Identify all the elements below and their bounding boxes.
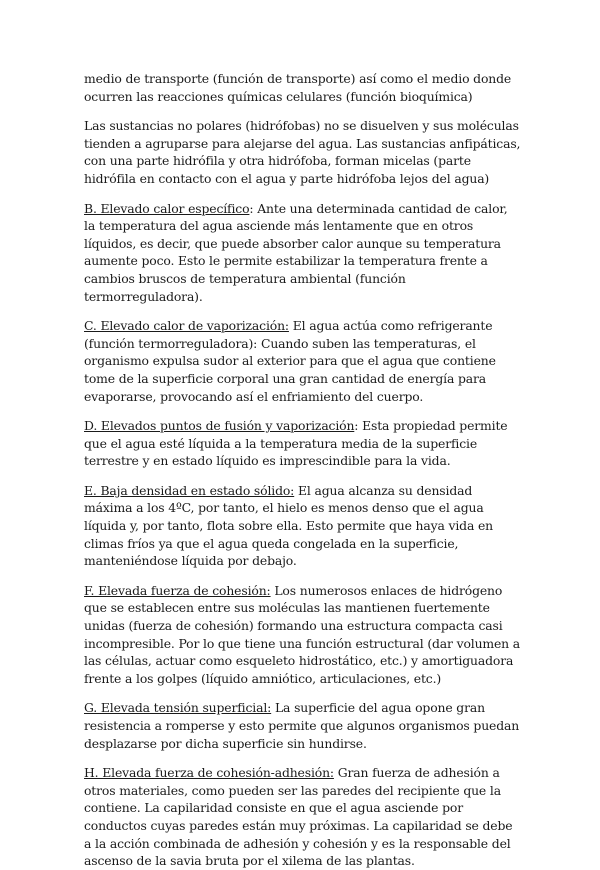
- paragraph-intro-continuation: [84, 70, 522, 105]
- paragraph-low-density-solid: [84, 482, 522, 570]
- section-heading: D. Elevados puntos de fusión y vaporización: [84, 418, 355, 434]
- paragraph-text: El agua actúa como refrigerante (función termorreguladora): Cuando suben las temperaturas, el organismo expulsa sudor al exterior para que el agua que contiene tome de la superficie corporal una gran cantidad de energía para evaporarse, provocando así el enfriamiento del cuerpo.: [84, 318, 496, 404]
- paragraph-melting-boiling-points: [84, 417, 522, 470]
- paragraph-specific-heat: [84, 200, 522, 306]
- paragraph-vaporization-heat: [84, 317, 522, 405]
- paragraph-text: Gran fuerza de adhesión a otros materiales, como pueden ser las paredes del recipiente que la contiene. La capilaridad consiste en que el agua asciende por conductos cuyas paredes están muy próximas. La capilaridad se debe a la acción combinada de adhesión y cohesión y es la responsable del ascenso de la savia bruta por el xilema de las plantas.: [84, 765, 513, 869]
- paragraph-text: El agua alcanza su densidad máxima a los 4ºC, por tanto, el hielo es menos denso que el agua líquida y, por tanto, flota sobre ella. Esto permite que haya vida en climas fríos ya que el agua queda congelada en la superficie, manteniéndose líquida por debajo.: [84, 482, 493, 569]
- paragraph-text: La superficie del agua opone gran resistencia a romperse y esto permite que algunos organismos puedan desplazarse por dicha superficie sin hundirse.: [84, 700, 520, 751]
- paragraph-text: : Ante una determinada cantidad de calor, la temperatura del agua asciende más lentamente que en otros líquidos, es decir, que puede absorber calor aunque su temperatura aumente poco. Esto le permite estabilizar la temperatura frente a cambios bruscos de temperatura ambiental (función termorreguladora).: [84, 200, 508, 304]
- paragraph-nonpolar-substances: [84, 117, 522, 187]
- paragraph-text: Las sustancias no polares (hidrófobas) no se disuelven y sus moléculas tienden a agruparse para alejarse del agua. Las sustancias anfipáticas, con una parte hidrófila y otra hidrófoba, forman micelas (parte hidrófila en contacto con el agua y parte hidrófoba lejos del agua): [84, 118, 521, 186]
- section-heading: F. Elevada fuerza de cohesión:: [84, 582, 271, 598]
- paragraph-cohesion: [84, 582, 522, 688]
- section-heading: G. Elevada tensión superficial:: [84, 700, 272, 716]
- paragraph-text: Los numerosos enlaces de hidrógeno que se establecen entre sus moléculas las mantienen fuertemente unidas (fuerza de cohesión) formando una estructura compacta casi incompresible. Por lo que tiene una función estructural (dar volumen a las células, actuar como esqueleto hidrostático, etc.) y amortiguadora frente a los golpes (líquido amniótico, articulaciones, etc.): [84, 582, 521, 686]
- section-heading: E. Baja densidad en estado sólido:: [84, 482, 295, 498]
- paragraph-text: : Esta propiedad permite que el agua esté líquida a la temperatura media de la superficie terrestre y en estado líquido es imprescindible para la vida.: [84, 418, 508, 469]
- paragraph-cohesion-adhesion: [84, 764, 522, 870]
- section-heading: B. Elevado calor específico: [84, 200, 250, 216]
- paragraph-surface-tension: [84, 699, 522, 752]
- paragraph-text: medio de transporte (función de transporte) así como el medio donde ocurren las reacciones químicas celulares (función bioquímica): [84, 71, 512, 104]
- section-heading: C. Elevado calor de vaporización:: [84, 318, 289, 334]
- section-heading: H. Elevada fuerza de cohesión-adhesión:: [84, 765, 334, 781]
